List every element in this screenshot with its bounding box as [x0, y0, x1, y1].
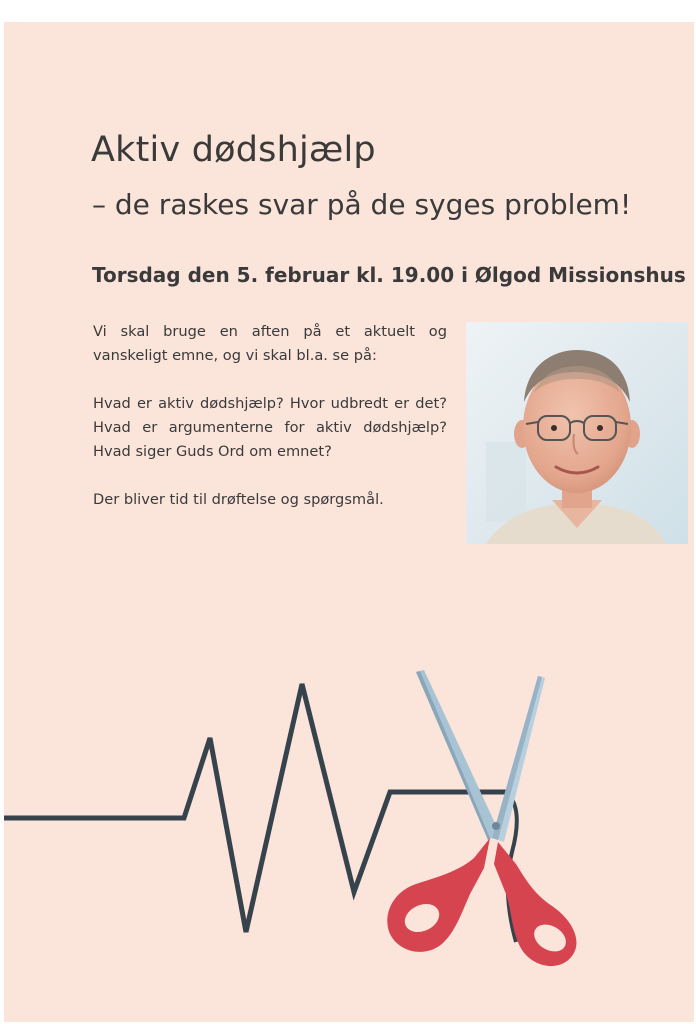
- poster: [4, 22, 694, 1022]
- heartbeat-scissors-illustration: [4, 642, 694, 982]
- poster-subtitle: – de raskes svar på de syges problem!: [92, 188, 632, 221]
- poster-title: Aktiv dødshjælp: [91, 130, 376, 170]
- event-date-location: Torsdag den 5. februar kl. 19.00 i Ølgod Missionshus: [92, 263, 686, 287]
- questions-paragraph: Hvad er aktiv dødshjælp? Hvor udbredt er det? Hvad er argumenterne for aktiv dødshjælp? Hvad siger Guds Ord om emnet?: [93, 395, 447, 460]
- scissors-icon: [387, 670, 576, 966]
- body-text: [93, 320, 447, 512]
- intro-paragraph: Vi skal bruge en aften på et aktuelt og vanskeligt emne, og vi skal bl.a. se på:: [93, 323, 447, 364]
- closing-paragraph: Der bliver tid til drøftelse og spørgsmål.: [93, 491, 384, 508]
- speaker-photo: [466, 322, 688, 544]
- speaker-portrait-icon: [466, 322, 688, 544]
